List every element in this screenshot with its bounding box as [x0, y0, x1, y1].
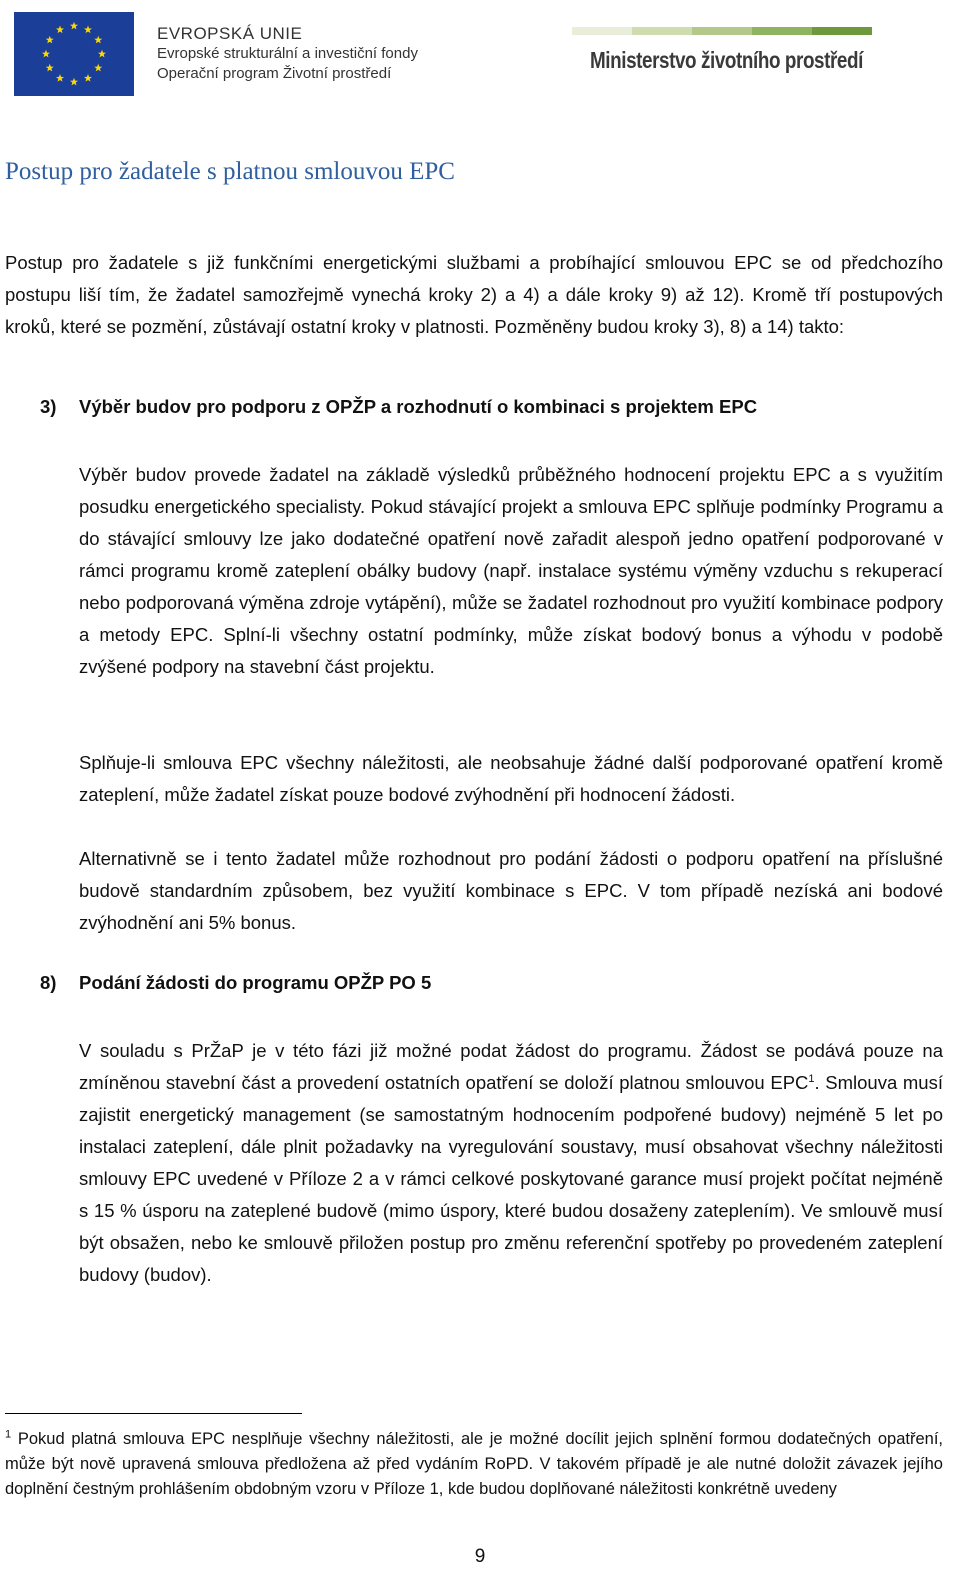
eu-line-1: EVROPSKÁ UNIE — [157, 24, 303, 43]
section-3-heading — [40, 396, 757, 418]
section-8-number: 8) — [40, 972, 57, 993]
footnote-separator — [5, 1413, 302, 1414]
eu-logo-text — [157, 24, 418, 84]
section-3-paragraph-1: Výběr budov provede žadatel na základě výsledků průběžného hodnocení projektu EPC a s využitím posudku energetického specialisty. Pokud stávající projekt a smlouva EPC splňuje podmínky Programu a do stávající smlouvy lze jako dodatečné opatření nově zařadit alespoň jedno opatření podporované v rámci programu kromě zateplení obálky budovy (např. instalace systému výměny vzduchu s rekuperací nebo podporovaná výměna zdroje vytápění), může se žadatel rozhodnout pro využití kombinace podpory a metody EPC. Splní-li všechny ostatní podmínky, může získat bodový bonus a výhodu v podobě zvýšené podpory na stavební část projektu. — [79, 464, 943, 677]
section-8-text-a: V souladu s PrŽaP je v této fázi již možné podat žádost do programu. Žádost se podává pouze na zmíněnou stavební část a provedení ostatních opatření se doloží platnou smlouvou EPC — [79, 1040, 943, 1093]
eu-flag-logo — [14, 12, 134, 96]
section-8-paragraph-1 — [79, 1035, 943, 1291]
section-3-title: Výběr budov pro podporu z OPŽP a rozhodnutí o kombinaci s projektem EPC — [79, 396, 758, 417]
page-number: 9 — [474, 1546, 486, 1567]
page-header — [0, 0, 960, 110]
section-8-title: Podání žádosti do programu OPŽP PO 5 — [79, 972, 432, 993]
footnote-text: Pokud platná smlouva EPC nesplňuje všechny náležitosti, ale je možné docílit jejich splnění formou dodatečných opatření, může být nově upravená smlouva předložena až před vydáním RoPD. V takovém případě je ale nutné doložit závazek jejího doplnění čestným prohlášením obdobným vzoru v Příloze 1, kde budou doplňované náležitosti konkrétně uvedeny — [5, 1430, 943, 1498]
section-8-text-b: . Smlouva musí zajistit energetický management (se samostatným hodnocením podpořené budovy) nejméně 5 let po instalaci zateplení, dále plnit požadavky na vyregulování soustavy, musí obsahovat všechny náležitosti smlouvy EPC uvedené v Příloze 2 a v rámci celkové poskytované garance musí projekt počítat nejméně s 15 % úsporu na zateplené budově (mimo úspory, které budou dosaženy zateplením). Ve smlouvě musí být obsažen, nebo ke smlouvě přiložen postup pro změnu referenční spotřeby po provedeném zateplení budovy (budov). — [79, 1072, 943, 1285]
ministry-logo-text: Ministerstvo životního prostředí — [590, 47, 863, 73]
section-3-paragraph-3: Alternativně se i tento žadatel může rozhodnout pro podání žádosti o podporu opatření na příslušné budově standardním způsobem, bez využití kombinace s EPC. V tom případě nezíská ani bodové zvýhodnění ani 5% bonus. — [79, 848, 943, 933]
footnote-mark: 1 — [5, 1428, 12, 1441]
footnote-reference[interactable]: 1 — [808, 1072, 815, 1085]
ministry-color-bar — [572, 27, 872, 35]
section-3-paragraph-2: Splňuje-li smlouva EPC všechny náležitosti, ale neobsahuje žádné další podporované opatření kromě zateplení, může žadatel získat pouze bodové zvýhodnění při hodnocení žádosti. — [79, 752, 943, 805]
section-8-heading — [40, 972, 431, 994]
eu-line-3: Operační program Životní prostředí — [157, 65, 392, 82]
eu-line-2: Evropské strukturální a investiční fondy — [157, 45, 418, 62]
section-3-number: 3) — [40, 396, 57, 417]
page-title: Postup pro žadatele s platnou smlouvou EPC — [5, 158, 455, 185]
intro-paragraph: Postup pro žadatele s již funkčními energetickými službami a probíhající smlouvou EPC se od předchozího postupu liší tím, že žadatel samozřejmě vynechá kroky 2) a 4) a dále kroky 9) až 12). Kromě tří postupových kroků, které se pozmění, zůstávají ostatní kroky v platnosti. Pozměněny budou kroky 3), 8) a 14) takto: — [5, 252, 943, 337]
footnote — [5, 1427, 943, 1502]
